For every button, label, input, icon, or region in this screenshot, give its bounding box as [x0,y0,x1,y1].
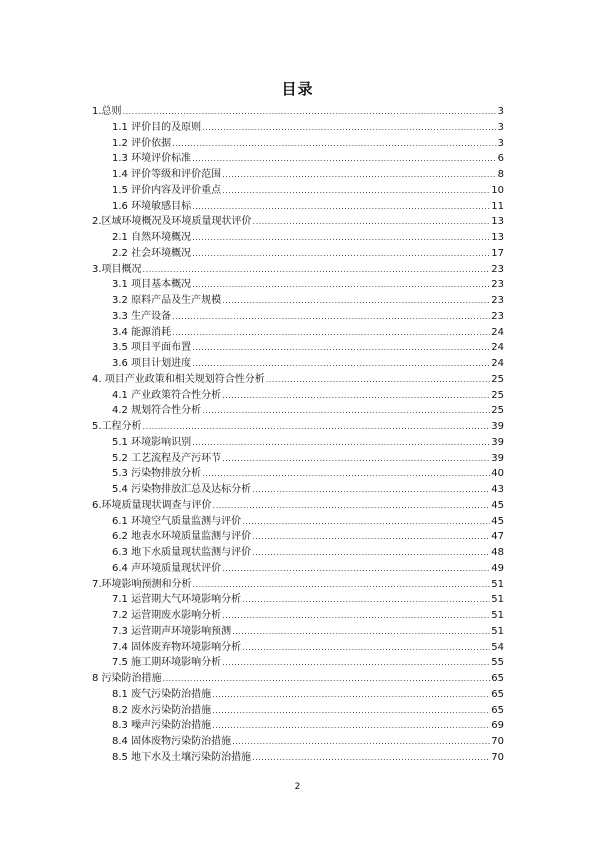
toc-entry-title: 6.3 地下水质量现状监测与评价 [112,547,252,558]
toc-dot-leader [143,419,491,435]
toc-entry-page: 13 [491,216,504,228]
toc-dot-leader [192,199,490,215]
toc-dot-leader [163,671,491,687]
toc-entry[interactable] [92,246,504,262]
toc-entry[interactable] [92,750,504,766]
toc-entry-page: 3 [497,106,504,117]
page-number: 2 [294,782,301,792]
toc-entry-page: 54 [491,641,504,653]
toc-dot-leader [192,435,490,451]
toc-entry-title: 3.5 项目平面布置 [112,342,192,354]
toc-entry-title: 3.1 项目基本概况 [112,279,192,291]
toc-entry-title: 8.2 废水污染防治措施 [112,704,212,716]
toc-entry[interactable] [92,640,504,656]
toc-entry-title: 3.2 原料产品及生产规模 [112,295,222,306]
toc-entry-title: 8.3 噪声污染防治措施 [112,720,212,732]
toc-dot-leader [252,750,490,766]
toc-entry-page: 23 [491,263,504,275]
toc-entry-page: 49 [491,562,504,574]
toc-dot-leader [253,214,491,230]
toc-list [92,104,504,766]
toc-dot-leader [172,325,490,341]
toc-entry-page: 65 [491,673,504,684]
toc-dot-leader [192,277,490,293]
toc-entry-page: 10 [491,184,504,196]
toc-entry[interactable] [92,655,504,671]
toc-dot-leader [222,561,490,577]
toc-entry-title: 8.1 废气污染防治措施 [112,688,212,700]
toc-entry[interactable] [92,419,504,435]
toc-entry-title: 5.3 污染物排放分析 [112,468,202,480]
toc-entry-page: 25 [491,389,504,401]
toc-dot-leader [213,498,491,514]
toc-entry[interactable] [92,734,504,750]
toc-entry[interactable] [92,277,504,293]
toc-entry-page: 40 [491,468,504,480]
toc-entry-title: 6.环境质量现状调查与评价 [92,499,212,511]
toc-dot-leader [192,246,490,262]
toc-entry-page: 43 [491,484,504,495]
toc-entry-title: 7.1 运营期大气环境影响分析 [112,594,242,606]
toc-entry-page: 51 [491,610,504,621]
toc-entry-page: 23 [491,310,504,322]
toc-entry-page: 47 [491,531,504,543]
toc-entry[interactable] [92,718,504,734]
toc-entry[interactable] [92,199,504,215]
toc-entry[interactable] [92,498,504,514]
toc-entry-page: 39 [491,421,504,432]
toc-dot-leader [242,592,490,608]
toc-entry[interactable] [92,466,504,482]
toc-dot-leader [193,577,491,593]
toc-entry-title: 7.4 固体废弃物环境影响分析 [112,641,242,653]
toc-entry[interactable] [92,293,504,309]
toc-entry-title: 3.3 生产设备 [112,310,172,322]
toc-entry-page: 3 [497,121,504,133]
toc-dot-leader [222,608,490,624]
toc-dot-leader [192,151,497,167]
toc-entry-title: 2.1 自然环境概况 [112,232,192,243]
toc-entry-title: 3.6 项目计划进度 [112,358,192,369]
toc-dot-leader [232,624,490,640]
toc-entry-page: 24 [491,342,504,354]
toc-entry-title: 3.4 能源消耗 [112,326,172,338]
toc-entry-title: 5.4 污染物排放汇总及达标分析 [112,484,252,495]
toc-entry[interactable] [92,561,504,577]
toc-entry[interactable] [92,104,504,120]
toc-entry[interactable] [92,624,504,640]
toc-dot-leader [222,655,490,671]
toc-entry-page: 13 [491,232,504,243]
toc-entry-page: 24 [491,326,504,338]
toc-entry-title: 7.5 施工期环境影响分析 [112,657,222,669]
toc-entry-title: 8.4 固体废物污染防治措施 [112,736,232,747]
toc-dot-leader [222,388,490,404]
toc-entry-page: 3 [497,137,504,149]
toc-entry[interactable] [92,151,504,167]
toc-entry[interactable] [92,514,504,530]
toc-entry-title: 6.1 环境空气质量监测与评价 [112,515,242,527]
toc-entry-title: 4. 项目产业政策和相关规划符合性分析 [92,373,265,385]
toc-entry[interactable] [92,577,504,593]
toc-entry-title: 2.区域环境概况及环境质量现状评价 [92,216,252,228]
toc-entry-page: 39 [491,436,504,448]
toc-entry-title: 5.1 环境影响识别 [112,436,192,448]
toc-entry-page: 65 [491,704,504,716]
toc-entry-page: 70 [491,751,504,763]
toc-entry-title: 5.2 工艺流程及产污环节 [112,452,222,464]
toc-entry-page: 23 [491,279,504,291]
toc-entry[interactable] [92,403,504,419]
toc-entry-page: 8 [497,169,504,180]
toc-entry-title: 1.6 环境敏感目标 [112,200,192,212]
toc-dot-leader [123,104,497,120]
toc-entry-title: 1.1 评价目的及原则 [112,121,202,133]
toc-entry-title: 7.3 运营期声环境影响预测 [112,625,232,637]
toc-entry-page: 45 [491,515,504,527]
toc-entry[interactable] [92,340,504,356]
toc-entry-title: 6.4 声环境质量现状评价 [112,562,222,574]
toc-entry[interactable] [92,435,504,451]
toc-entry-page: 17 [491,247,504,259]
toc-entry-title: 1.3 环境评价标准 [112,153,192,165]
toc-entry[interactable] [92,309,504,325]
toc-entry-page: 48 [491,547,504,558]
toc-dot-leader [192,356,490,372]
toc-entry-title: 7.2 运营期废水影响分析 [112,610,222,621]
toc-entry[interactable] [92,529,504,545]
toc-entry-page: 45 [491,499,504,511]
toc-dot-leader [212,718,490,734]
toc-entry-page: 65 [491,688,504,700]
toc-entry-page: 6 [497,153,504,165]
toc-title: 目录 [281,80,314,98]
toc-dot-leader [172,309,490,325]
toc-dot-leader [202,466,490,482]
toc-dot-leader [222,293,490,309]
toc-entry[interactable] [92,325,504,341]
toc-entry[interactable] [92,608,504,624]
toc-entry-page: 51 [491,625,504,637]
toc-dot-leader [212,703,490,719]
toc-dot-leader [172,136,497,152]
toc-entry[interactable] [92,482,504,498]
toc-entry[interactable] [92,671,504,687]
toc-dot-leader [212,687,490,703]
toc-dot-leader [266,372,491,388]
toc-entry-page: 70 [491,736,504,747]
toc-entry-title: 3.项目概况 [92,263,142,275]
toc-entry-page: 55 [491,657,504,669]
toc-entry[interactable] [92,356,504,372]
toc-entry[interactable] [92,136,504,152]
toc-entry-title: 5.工程分析 [92,421,142,432]
toc-entry[interactable] [92,262,504,278]
toc-dot-leader [202,403,490,419]
toc-dot-leader [252,529,490,545]
toc-entry-title: 6.2 地表水环境质量监测与评价 [112,531,252,543]
toc-dot-leader [192,340,490,356]
toc-dot-leader [242,514,490,530]
toc-entry-page: 39 [491,452,504,464]
toc-dot-leader [192,230,490,246]
toc-entry-title: 4.1 产业政策符合性分析 [112,389,222,401]
toc-entry-title: 4.2 规划符合性分析 [112,405,202,417]
toc-entry-title: 7.环境影响预测和分析 [92,578,192,590]
toc-entry[interactable] [92,545,504,561]
toc-entry-title: 1.总则 [92,106,122,117]
toc-entry[interactable] [92,167,504,183]
toc-entry-page: 69 [491,720,504,732]
toc-dot-leader [143,262,491,278]
toc-entry[interactable] [92,703,504,719]
toc-entry[interactable] [92,214,504,230]
toc-entry[interactable] [92,183,504,199]
toc-entry-page: 24 [491,358,504,369]
toc-entry[interactable] [92,120,504,136]
toc-entry-title: 1.4 评价等级和评价范围 [112,169,222,180]
toc-dot-leader [202,120,497,136]
toc-entry-page: 25 [491,373,504,385]
toc-entry-page: 51 [491,578,504,590]
toc-entry[interactable] [92,592,504,608]
toc-entry[interactable] [92,451,504,467]
toc-entry[interactable] [92,687,504,703]
toc-dot-leader [242,640,490,656]
toc-entry[interactable] [92,388,504,404]
toc-entry-title: 8 污染防治措施 [92,673,162,684]
toc-entry-page: 11 [491,200,504,212]
toc-dot-leader [232,734,490,750]
toc-dot-leader [222,451,490,467]
toc-dot-leader [222,183,490,199]
toc-dot-leader [252,545,490,561]
toc-dot-leader [222,167,497,183]
toc-entry[interactable] [92,230,504,246]
toc-dot-leader [252,482,490,498]
toc-entry[interactable] [92,372,504,388]
toc-entry-title: 8.5 地下水及土壤污染防治措施 [112,751,252,763]
toc-entry-title: 1.2 评价依据 [112,137,172,149]
toc-entry-page: 51 [491,594,504,606]
toc-entry-title: 1.5 评价内容及评价重点 [112,184,222,196]
toc-entry-page: 23 [491,295,504,306]
toc-entry-title: 2.2 社会环境概况 [112,247,192,259]
toc-entry-page: 25 [491,405,504,417]
